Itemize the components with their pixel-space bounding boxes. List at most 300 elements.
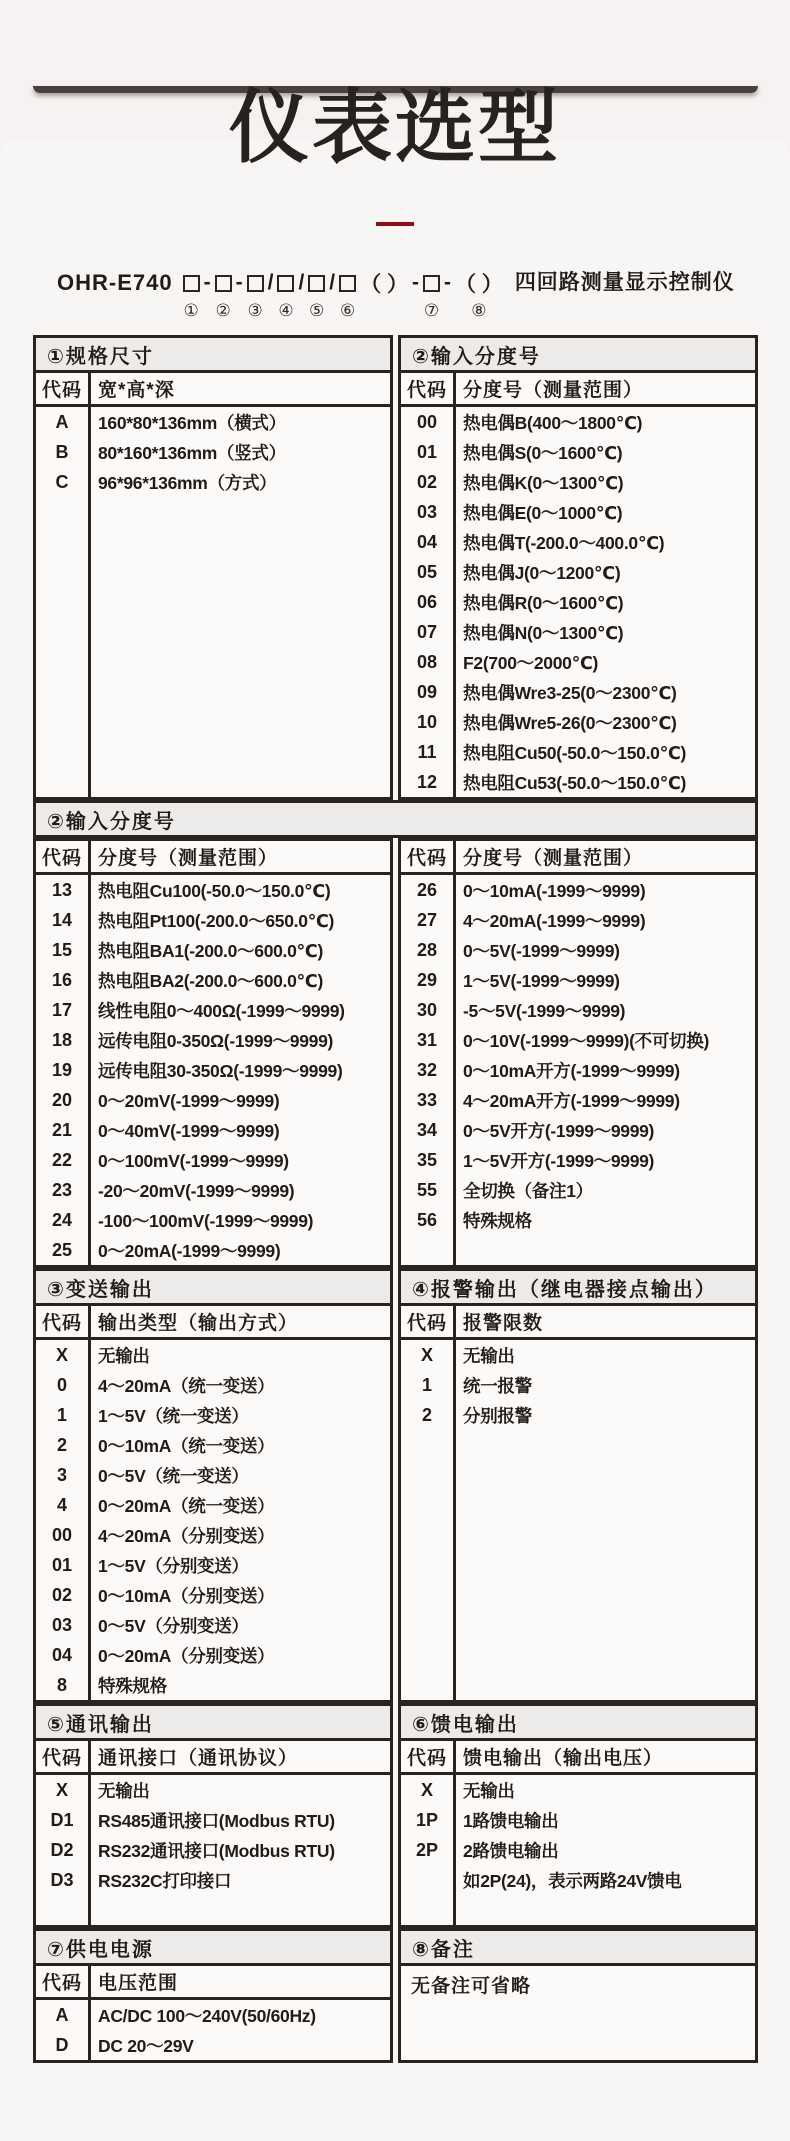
row-code-cell: C: [55, 471, 69, 492]
column-header-code: 代码: [41, 1313, 82, 1334]
table-row: [401, 1175, 755, 1205]
model-token: [183, 268, 200, 321]
row-desc-cell: -100～100mV(-1999～9999): [98, 1210, 314, 1231]
row-desc-cell: DC 20～29V: [98, 2035, 194, 2056]
column-header-desc: 输出类型（输出方式）: [98, 1313, 299, 1334]
row-desc-cell: 1～5V（分别变送）: [98, 1555, 249, 1576]
column-header-desc: 报警限数: [463, 1313, 544, 1334]
table-row: [401, 1966, 755, 1998]
row-desc-cell: 0～20mV(-1999～9999): [98, 1090, 280, 1111]
section-panel: [398, 335, 758, 800]
model-separator: -: [443, 271, 451, 294]
row-code-cell: 32: [416, 1059, 438, 1080]
column-header-code: 代码: [41, 848, 82, 869]
section-title: ③变送输出: [36, 1271, 390, 1306]
row-desc-cell: -20～20mV(-1999～9999): [98, 1180, 295, 1201]
model-token: [339, 268, 356, 321]
table-row: [401, 1865, 755, 1895]
row-code-cell: 06: [416, 591, 438, 612]
row-desc-cell: 160*80*136mm（横式）: [98, 412, 286, 433]
table-band: [33, 335, 758, 800]
code-box-slot: [423, 268, 440, 298]
page-title: 仪表选型: [229, 83, 561, 172]
column-header-code: 代码: [406, 1748, 447, 1769]
table-row: [401, 1025, 755, 1055]
row-desc-cell: 热电阻Cu100(-50.0～150.0℃): [98, 880, 331, 901]
row-code-cell: 35: [416, 1149, 438, 1170]
section-body: [401, 1966, 755, 2060]
row-code-cell: X: [55, 1779, 68, 1800]
column-header-desc: 电压范围: [98, 1973, 179, 1994]
row-desc-cell: 线性电阻0～400Ω(-1999～9999): [98, 1000, 345, 1021]
row-desc-cell: 2路馈电输出: [463, 1840, 559, 1861]
row-code-cell: 2: [56, 1434, 67, 1455]
table-row: [401, 677, 755, 707]
row-desc-cell: 热电偶E(0～1000℃): [463, 502, 623, 523]
table-row: [36, 1025, 390, 1055]
row-code-cell: 20: [51, 1089, 73, 1110]
row-code-cell: 27: [416, 909, 438, 930]
table-row: [36, 1640, 390, 1670]
table-row: [401, 647, 755, 677]
row-code-cell: 2P: [415, 1839, 439, 1860]
table-rows: [36, 407, 390, 797]
table-row: [401, 737, 755, 767]
row-code-cell: 16: [51, 969, 73, 990]
table-row: [401, 407, 755, 437]
model-token: [329, 268, 335, 321]
column-header-code: 代码: [41, 1748, 82, 1769]
table-row: [401, 1835, 755, 1865]
section-body: [36, 1306, 390, 1700]
table-row: [36, 1775, 390, 1805]
row-code-cell: D3: [50, 1869, 74, 1890]
row-desc-cell: 热电偶J(0～1200℃): [463, 562, 621, 583]
row-desc-cell: 远传电阻0-350Ω(-1999～9999): [98, 1030, 334, 1051]
table-row: [36, 1610, 390, 1640]
row-code-cell: 25: [51, 1239, 73, 1260]
row-desc-cell: 无输出: [98, 1780, 150, 1801]
table-row: [401, 1205, 755, 1235]
row-desc-cell: 1～5V开方(-1999～9999): [463, 1150, 655, 1171]
section-title: ⑤通讯输出: [36, 1706, 390, 1741]
row-desc-cell: 热电阻Cu50(-50.0～150.0℃): [463, 742, 687, 763]
row-code-cell: 10: [416, 711, 438, 732]
row-code-cell: A: [55, 411, 69, 432]
column-header-desc: 分度号（测量范围）: [98, 848, 279, 869]
row-code-cell: 05: [416, 561, 438, 582]
table-row: [36, 1670, 390, 1700]
table-row: [401, 767, 755, 797]
row-code-cell: 01: [416, 441, 438, 462]
section-body: [401, 1741, 755, 1925]
row-desc-cell: 无备注可省略: [411, 1976, 532, 1997]
model-token: [268, 268, 274, 321]
row-code-cell: 19: [51, 1059, 73, 1080]
table-row: [401, 875, 755, 905]
section-body: [401, 841, 755, 1265]
row-desc-cell: 80*160*136mm（竖式）: [98, 442, 286, 463]
row-code-cell: 3: [56, 1464, 67, 1485]
model-token: [360, 268, 408, 321]
row-code-cell: 14: [51, 909, 73, 930]
table-row: [401, 995, 755, 1025]
row-code-cell: 24: [51, 1209, 73, 1230]
table-row: [401, 707, 755, 737]
table-row: [36, 905, 390, 935]
row-desc-cell: RS232通讯接口(Modbus RTU): [98, 1840, 335, 1861]
row-desc-cell: 0～5V（统一变送）: [98, 1465, 249, 1486]
table-row: [36, 1580, 390, 1610]
row-code-cell: 08: [416, 651, 438, 672]
table-row: [36, 1055, 390, 1085]
row-code-cell: 0: [56, 1374, 67, 1395]
section-body: [36, 373, 390, 797]
row-desc-cell: 0～100mV(-1999～9999): [98, 1150, 289, 1171]
section-panel: [33, 1928, 393, 2063]
row-desc-cell: 分别报警: [463, 1405, 532, 1426]
code-box-icon: [277, 275, 294, 292]
row-desc-cell: 热电偶K(0～1300℃): [463, 472, 624, 493]
table-row: [401, 1145, 755, 1175]
row-desc-cell: 热电偶R(0～1600℃): [463, 592, 624, 613]
row-code-cell: 34: [416, 1119, 438, 1140]
code-box-icon: [308, 275, 325, 292]
table-row: [36, 1460, 390, 1490]
row-desc-cell: 0～20mA(-1999～9999): [98, 1240, 281, 1261]
row-desc-cell: 无输出: [463, 1780, 515, 1801]
table-row: [36, 1805, 390, 1835]
row-code-cell: 56: [416, 1209, 438, 1230]
row-code-cell: 09: [416, 681, 438, 702]
selection-document: [0, 83, 790, 2063]
table-row: [36, 1235, 390, 1265]
row-desc-cell: 4～20mA（分别变送）: [98, 1525, 275, 1546]
model-separator: /: [329, 271, 336, 294]
section-panel: [33, 838, 393, 1268]
row-code-cell: 04: [51, 1644, 73, 1665]
column-header-code: 代码: [41, 1973, 82, 1994]
section-title: ⑧备注: [401, 1931, 755, 1966]
table-row: [401, 1370, 755, 1400]
row-code-cell: 2: [421, 1404, 432, 1425]
section-body: [36, 1741, 390, 1925]
table-row: [36, 1400, 390, 1430]
table-rows: [401, 875, 755, 1265]
table-rows: [401, 1340, 755, 1700]
section-panel: [33, 1703, 393, 1928]
circle-number: ⑤: [309, 301, 325, 320]
row-desc-cell: 热电阻BA2(-200.0～600.0℃): [98, 970, 323, 991]
model-prefix: OHR-E740: [57, 270, 173, 295]
circle-number: ②: [215, 301, 231, 320]
section-body: [36, 1966, 390, 2060]
row-code-cell: 07: [416, 621, 438, 642]
model-token: [308, 268, 325, 321]
code-box-icon: [247, 275, 264, 292]
table-row: [36, 1835, 390, 1865]
section-body: [401, 373, 755, 797]
row-desc-cell: 4～20mA开方(-1999～9999): [463, 1090, 680, 1111]
column-header-row: [36, 1741, 390, 1775]
code-box-slot: [308, 268, 325, 298]
column-header-desc: 分度号（测量范围）: [463, 380, 644, 401]
table-row: [36, 1175, 390, 1205]
selection-tables: [33, 335, 758, 2063]
table-row: [36, 437, 390, 467]
row-desc-cell: 0～5V(-1999～9999): [463, 940, 620, 961]
row-code-cell: D1: [50, 1809, 74, 1830]
row-code-cell: B: [55, 441, 69, 462]
row-desc-cell: 0～40mV(-1999～9999): [98, 1120, 280, 1141]
row-code-cell: X: [420, 1779, 433, 1800]
section-panel: [398, 1268, 758, 1703]
row-code-cell: 31: [416, 1029, 438, 1050]
table-row: [36, 2000, 390, 2030]
table-band: [33, 1928, 758, 2063]
code-box-icon: [339, 275, 356, 292]
row-desc-cell: 0～20mA（统一变送）: [98, 1495, 275, 1516]
section-body: [401, 1306, 755, 1700]
row-desc-cell: 1～5V（统一变送）: [98, 1405, 249, 1426]
row-desc-cell: 1～5V(-1999～9999): [463, 970, 620, 991]
section-panel: [33, 1268, 393, 1703]
row-code-cell: 29: [416, 969, 438, 990]
table-band: [33, 838, 758, 1268]
model-separator: -: [235, 271, 243, 294]
table-row: [36, 1430, 390, 1460]
table-row: [36, 1145, 390, 1175]
column-header-row: [36, 373, 390, 407]
section-title: ⑥馈电输出: [401, 1706, 755, 1741]
column-header-row: [401, 841, 755, 875]
column-header-code: 代码: [406, 1313, 447, 1334]
section-panel: [398, 1703, 758, 1928]
table-rows: [36, 2000, 390, 2060]
table-row: [36, 407, 390, 437]
table-band: [33, 1268, 758, 1703]
table-row: [36, 1550, 390, 1580]
model-token: [298, 268, 304, 321]
section-panel: [33, 335, 393, 800]
row-code-cell: 03: [51, 1614, 73, 1635]
row-desc-cell: 无输出: [463, 1345, 515, 1366]
table-rows: [401, 1775, 755, 1925]
table-rows: [401, 407, 755, 797]
circle-number: ⑥: [340, 301, 356, 320]
row-code-cell: X: [420, 1344, 433, 1365]
table-row: [401, 497, 755, 527]
row-code-cell: 55: [416, 1179, 438, 1200]
table-row: [36, 1115, 390, 1145]
row-desc-cell: 如2P(24)，表示两路24V馈电: [463, 1870, 682, 1891]
section-banner: ②输入分度号: [33, 800, 758, 838]
table-row: [401, 1805, 755, 1835]
model-separator: （ ）: [454, 273, 503, 296]
row-code-cell: 28: [416, 939, 438, 960]
circle-number: ⑧: [471, 301, 487, 320]
table-row: [401, 1340, 755, 1370]
table-row: [36, 1520, 390, 1550]
row-desc-cell: 0～10mA（统一变送）: [98, 1435, 275, 1456]
row-code-cell: 1: [56, 1404, 67, 1425]
table-row: [401, 1115, 755, 1145]
table-row: [401, 1400, 755, 1430]
row-code-cell: 4: [56, 1494, 67, 1515]
row-code-cell: 22: [51, 1149, 73, 1170]
row-code-cell: 13: [51, 879, 73, 900]
row-desc-cell: 0～10V(-1999～9999)(不可切换): [463, 1030, 709, 1051]
model-token: [455, 268, 503, 321]
row-code-cell: 26: [416, 879, 438, 900]
column-header-row: [36, 1306, 390, 1340]
table-row: [36, 1085, 390, 1115]
row-desc-cell: F2(700～2000℃): [463, 652, 598, 673]
circle-number: ④: [278, 301, 294, 320]
row-code-cell: 01: [51, 1554, 73, 1575]
section-body: [36, 841, 390, 1265]
table-row: [36, 1490, 390, 1520]
model-separator: -: [203, 271, 211, 294]
row-code-cell: 00: [51, 1524, 73, 1545]
section-title: ⑦供电电源: [36, 1931, 390, 1966]
table-band: [33, 1703, 758, 1928]
row-desc-cell: -5～5V(-1999～9999): [463, 1000, 626, 1021]
model-separator: /: [298, 271, 305, 294]
table-rows: [36, 1340, 390, 1700]
row-code-cell: 1P: [415, 1809, 439, 1830]
column-header-row: [401, 373, 755, 407]
table-row: [36, 1895, 390, 1925]
row-code-cell: 1: [421, 1374, 432, 1395]
row-code-cell: D2: [50, 1839, 74, 1860]
row-code-cell: 8: [56, 1674, 67, 1695]
table-row: [36, 1370, 390, 1400]
row-code-cell: 30: [416, 999, 438, 1020]
row-desc-cell: 4～20mA(-1999～9999): [463, 910, 646, 931]
row-code-cell: A: [55, 2004, 69, 2025]
model-tokens: [181, 268, 505, 321]
code-box-slot: [215, 268, 232, 298]
table-row: [401, 905, 755, 935]
row-code-cell: 03: [416, 501, 438, 522]
row-desc-cell: 远传电阻30-350Ω(-1999～9999): [98, 1060, 343, 1081]
row-code-cell: 33: [416, 1089, 438, 1110]
section-title: ②输入分度号: [401, 338, 755, 373]
circle-number: ⑦: [423, 301, 440, 320]
table-row: [401, 1055, 755, 1085]
row-desc-cell: RS232C打印接口: [98, 1870, 232, 1891]
code-box-icon: [423, 275, 440, 292]
model-separator: -: [411, 271, 419, 294]
table-rows: [36, 875, 390, 1265]
code-box-slot: [247, 268, 264, 298]
model-separator: （ ）: [360, 273, 408, 296]
column-header-row: [401, 1741, 755, 1775]
column-header-desc: 馈电输出（输出电压）: [463, 1748, 664, 1769]
model-token: [444, 268, 451, 321]
model-suffix: 四回路测量显示控制仪: [514, 271, 735, 294]
row-desc-cell: 热电阻Cu53(-50.0～150.0℃): [463, 772, 687, 793]
row-desc-cell: 热电偶Wre3-25(0～2300℃): [463, 682, 677, 703]
row-desc-cell: 0～5V开方(-1999～9999): [463, 1120, 655, 1141]
column-header-desc: 通讯接口（通讯协议）: [98, 1748, 299, 1769]
model-token: [236, 268, 243, 321]
model-code-line: [57, 268, 790, 321]
row-desc-cell: 特殊规格: [463, 1210, 532, 1231]
row-desc-cell: 热电偶T(-200.0～400.0℃): [463, 532, 665, 553]
row-code-cell: 12: [416, 771, 438, 792]
table-row: [401, 527, 755, 557]
row-code-cell: 15: [51, 939, 73, 960]
table-row: [401, 935, 755, 965]
row-code-cell: 00: [416, 411, 438, 432]
section-panel: [398, 1928, 758, 2063]
table-row: [401, 557, 755, 587]
code-box-icon: [183, 275, 200, 292]
row-desc-cell: 0～5V（分别变送）: [98, 1615, 249, 1636]
row-desc-cell: 1路馈电输出: [463, 1810, 559, 1831]
row-desc-cell: 0～10mA(-1999～9999): [463, 880, 646, 901]
table-rows: [401, 1966, 755, 2060]
row-desc-cell: 热电偶B(400～1800℃): [463, 412, 643, 433]
row-code-cell: X: [55, 1344, 68, 1365]
table-row: [36, 467, 390, 497]
code-box-slot: [339, 268, 356, 298]
row-code-cell: 02: [416, 471, 438, 492]
table-row: [36, 875, 390, 905]
row-desc-cell: 特殊规格: [98, 1675, 167, 1696]
title-divider: [376, 222, 414, 226]
section-panel: [398, 838, 758, 1268]
table-row: [401, 1085, 755, 1115]
table-rows: [36, 1775, 390, 1925]
row-desc-cell: 热电偶Wre5-26(0～2300℃): [463, 712, 677, 733]
code-box-icon: [215, 275, 232, 292]
row-code-cell: 23: [51, 1179, 73, 1200]
circle-number: ③: [247, 301, 263, 320]
table-row: [401, 467, 755, 497]
table-row: [36, 935, 390, 965]
model-token: [215, 268, 232, 321]
model-token: [277, 268, 294, 321]
row-code-cell: 21: [51, 1119, 73, 1140]
row-code-cell: 11: [417, 741, 437, 762]
column-header-row: [36, 1966, 390, 2000]
table-row: [36, 2030, 390, 2060]
table-row: [36, 965, 390, 995]
column-header-desc: 宽*高*深: [98, 380, 175, 401]
row-code-cell: D: [55, 2034, 69, 2055]
row-desc-cell: 0～10mA（分别变送）: [98, 1585, 275, 1606]
row-desc-cell: 0～10mA开方(-1999～9999): [463, 1060, 680, 1081]
table-row: [401, 617, 755, 647]
row-desc-cell: AC/DC 100～240V(50/60Hz): [98, 2005, 316, 2026]
row-desc-cell: 无输出: [98, 1345, 150, 1366]
row-desc-cell: 热电阻Pt100(-200.0～650.0℃): [98, 910, 335, 931]
section-title: ①规格尺寸: [36, 338, 390, 373]
row-code-cell: 04: [416, 531, 438, 552]
column-header-code: 代码: [406, 848, 447, 869]
row-desc-cell: 全切换（备注1）: [463, 1180, 593, 1201]
column-header-row: [401, 1306, 755, 1340]
row-desc-cell: 热电偶N(0～1300℃): [463, 622, 624, 643]
table-row: [36, 1205, 390, 1235]
model-token: [423, 268, 440, 321]
row-code-cell: 02: [51, 1584, 73, 1605]
model-token: [247, 268, 264, 321]
table-row: [36, 995, 390, 1025]
